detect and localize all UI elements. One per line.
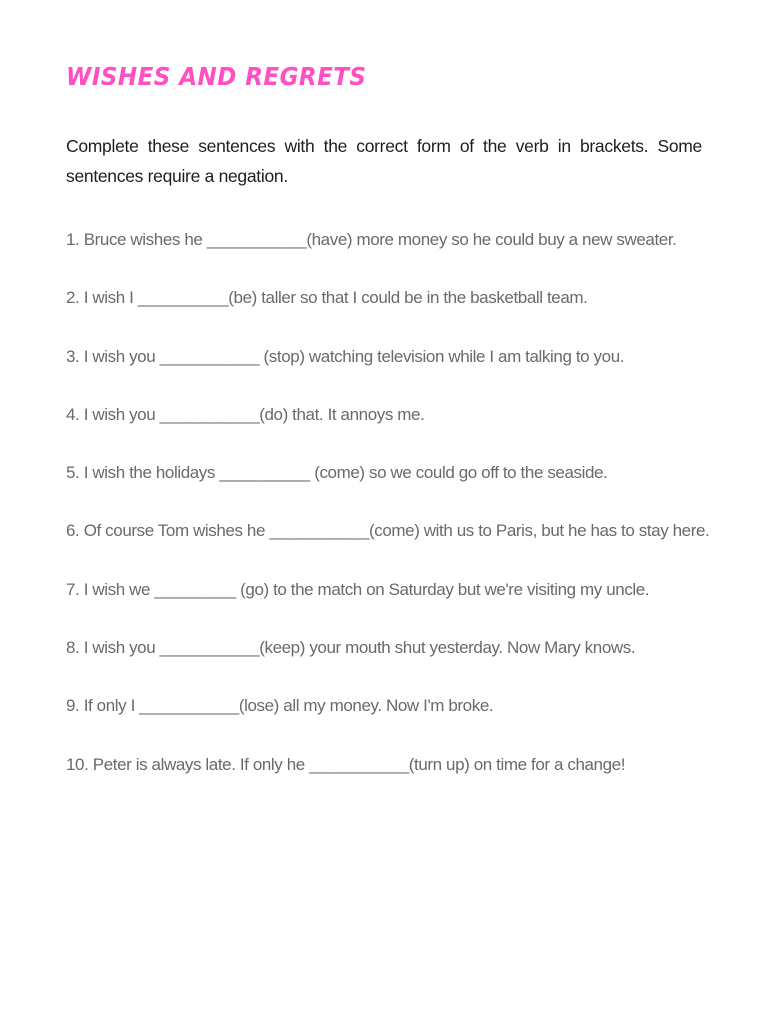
question-list [66,225,710,808]
question-item-8: 8. I wish you ___________(keep) your mouth shut yesterday. Now Mary knows. [66,638,636,658]
worksheet-title: WISHES AND REGRETS [66,62,367,91]
question-item-1: 1. Bruce wishes he ___________(have) more money so he could buy a new sweater. [66,230,677,249]
question-item-7: 7. I wish we _________ (go) to the match on Saturday but we're visiting my uncle. [66,579,650,599]
question-item-10: 10. Peter is always late. If only he ___________(turn up) on time for a change! [66,754,626,774]
question-item-6: 6. Of course Tom wishes he ___________(come) with us to Paris, but he has to stay here. [66,521,710,541]
question-item-2: 2. I wish I __________(be) taller so that I could be in the basketball team. [66,288,588,308]
question-item-9: 9. If only I ___________(lose) all my money. Now I'm broke. [66,696,494,716]
question-item-3: 3. I wish you ___________ (stop) watching television while I am talking to you. [66,346,625,366]
question-item-4: 4. I wish you ___________(do) that. It annoys me. [66,404,425,424]
instructions-text: Complete these sentences with the correct form of the verb in brackets. Some sentences require a negation. [66,136,702,186]
question-item-5: 5. I wish the holidays __________ (come) so we could go off to the seaside. [66,463,608,483]
